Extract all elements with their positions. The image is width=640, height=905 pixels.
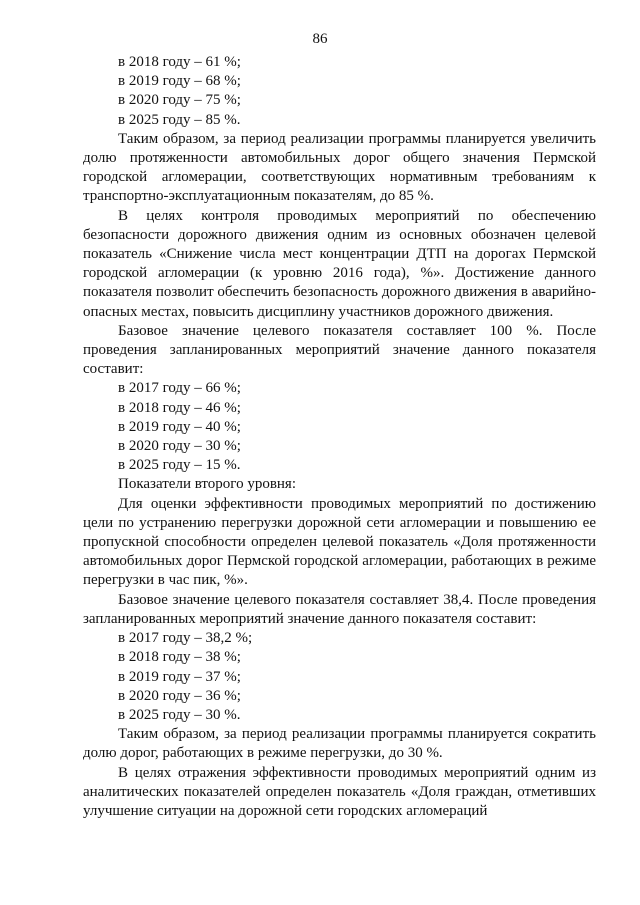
list-item: в 2018 году – 46 %; [118, 399, 241, 416]
list-item: в 2017 году – 66 %; [118, 380, 241, 397]
section-heading: Показатели второго уровня: [118, 476, 296, 493]
list-item: в 2025 году – 30 %. [118, 706, 241, 723]
list-item: в 2019 году – 40 %; [118, 418, 241, 435]
page-number: 86 [312, 31, 328, 47]
paragraph: В целях контроля проводимых мероприятий по обеспечению безопасности дорожного движения одним из основных обозначен целевой показатель «Снижение числа мест концентрации ДТП на дорогах Пермской городской агломерации (к уровню 2016 года), %». Достижение данного показателя позволит обеспечить безопасность дорожного движения в аварийно-опасных местах, повысить дисциплину участников дорожного движения. [83, 207, 596, 320]
list-item: в 2018 году – 38 %; [118, 649, 241, 666]
paragraph: В целях отражения эффективности проводимых мероприятий одним из аналитических показателей определен показатель «Доля граждан, отметивших улучшение ситуации на дорожной сети городских агломераций [83, 764, 596, 819]
paragraph: Таким образом, за период реализации программы планируется увеличить долю протяженности автомобильных дорог общего значения Пермской городской агломерации, соответствующих нормативным требованиям к транспортно-эксплуатационным показателям, до 85 %. [83, 130, 596, 205]
list-item: в 2025 году – 85 %. [118, 111, 241, 128]
list-item: в 2020 году – 36 %; [118, 687, 241, 704]
paragraph: Таким образом, за период реализации программы планируется сократить долю дорог, работающих в режиме перегрузки, до 30 %. [83, 726, 596, 762]
list-item: в 2020 году – 75 %; [118, 92, 241, 109]
paragraph: Базовое значение целевого показателя составляет 100 %. После проведения запланированных мероприятий значение данного показателя составит: [83, 322, 596, 378]
document-body [83, 53, 596, 821]
list-item: в 2020 году – 30 %; [118, 438, 241, 455]
list-item: в 2019 году – 68 %; [118, 73, 241, 90]
list-item: в 2025 году – 15 %. [118, 457, 241, 474]
list-item: в 2019 году – 37 %; [118, 668, 241, 685]
paragraph: Базовое значение целевого показателя составляет 38,4. После проведения запланированных мероприятий значение данного показателя составит: [83, 591, 596, 627]
list-item: в 2017 году – 38,2 %; [118, 630, 253, 647]
paragraph: Для оценки эффективности проводимых мероприятий по достижению цели по устранению перегрузки дорожной сети агломерации и повышению ее пропускной способности определен целевой показатель «Доля протяженности автомобильных дорог Пермской городской агломерации, работающих в режиме перегрузки в час пик, %». [83, 495, 596, 589]
list-item: в 2018 году – 61 %; [118, 54, 241, 70]
